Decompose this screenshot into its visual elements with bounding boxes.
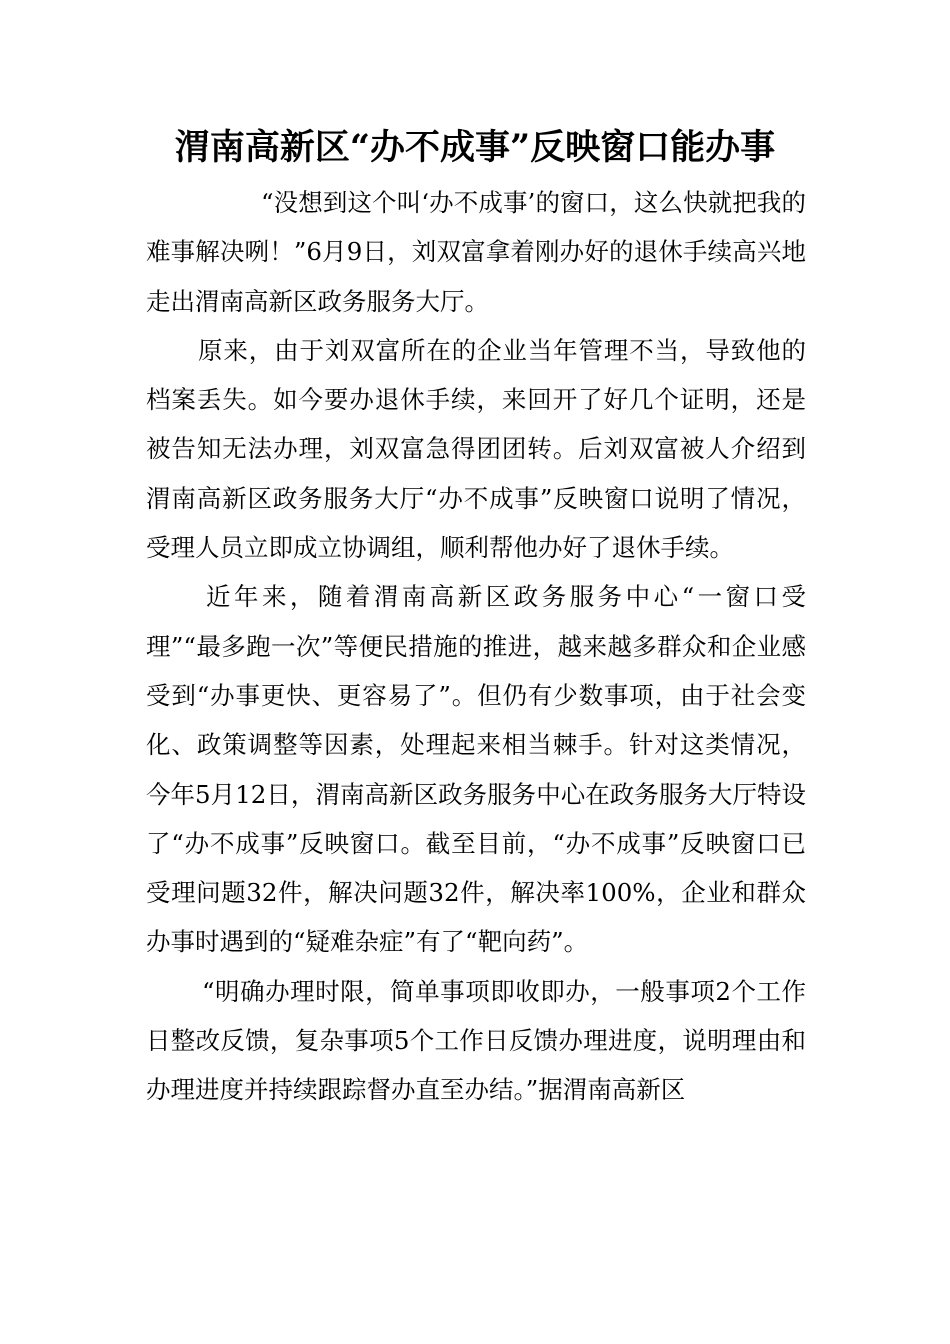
paragraph-1: “没想到这个叫‘办不成事’的窗口，这么快就把我的难事解决咧！”6月9日，刘双富拿着刚办好的退休手续高兴地走出渭南高新区政务服务大厅。 xyxy=(146,188,806,316)
paragraph-4: “明确办理时限，简单事项即收即办，一般事项2个工作日整改反馈，复杂事项5个工作日反馈办理进度，说明理由和办理进度并持续跟踪督办直至办结。”据渭南高新区 xyxy=(146,976,806,1105)
paragraph-3: 近年来，随着渭南高新区政务服务中心“一窗口受理”“最多跑一次”等便民措施的推进，越来越多群众和企业感受到“办事更快、更容易了”。但仍有少数事项，由于社会变化、政策调整等因素，处理起来相当棘手。针对这类情况，今年5月12日，渭南高新区政务服务中心在政务服务大厅特设了“办不成事”反映窗口。截至目前，“办不成事”反映窗口已受理问题32件，解决问题32件，解决率100%，企业和群众办事时遇到的“疑难杂症”有了“靶向药”。 xyxy=(146,582,806,957)
paragraph-2: 原来，由于刘双富所在的企业当年管理不当，导致他的档案丢失。如今要办退休手续，来回开了好几个证明，还是被告知无法办理，刘双富急得团团转。后刘双富被人介绍到渭南高新区政务服务大厅“办不成事”反映窗口说明了情况，受理人员立即成立协调组，顺利帮他办好了退休手续。 xyxy=(146,335,806,563)
article-title: 渭南高新区“办不成事”反映窗口能办事 xyxy=(174,127,776,168)
article-body xyxy=(146,178,806,1115)
